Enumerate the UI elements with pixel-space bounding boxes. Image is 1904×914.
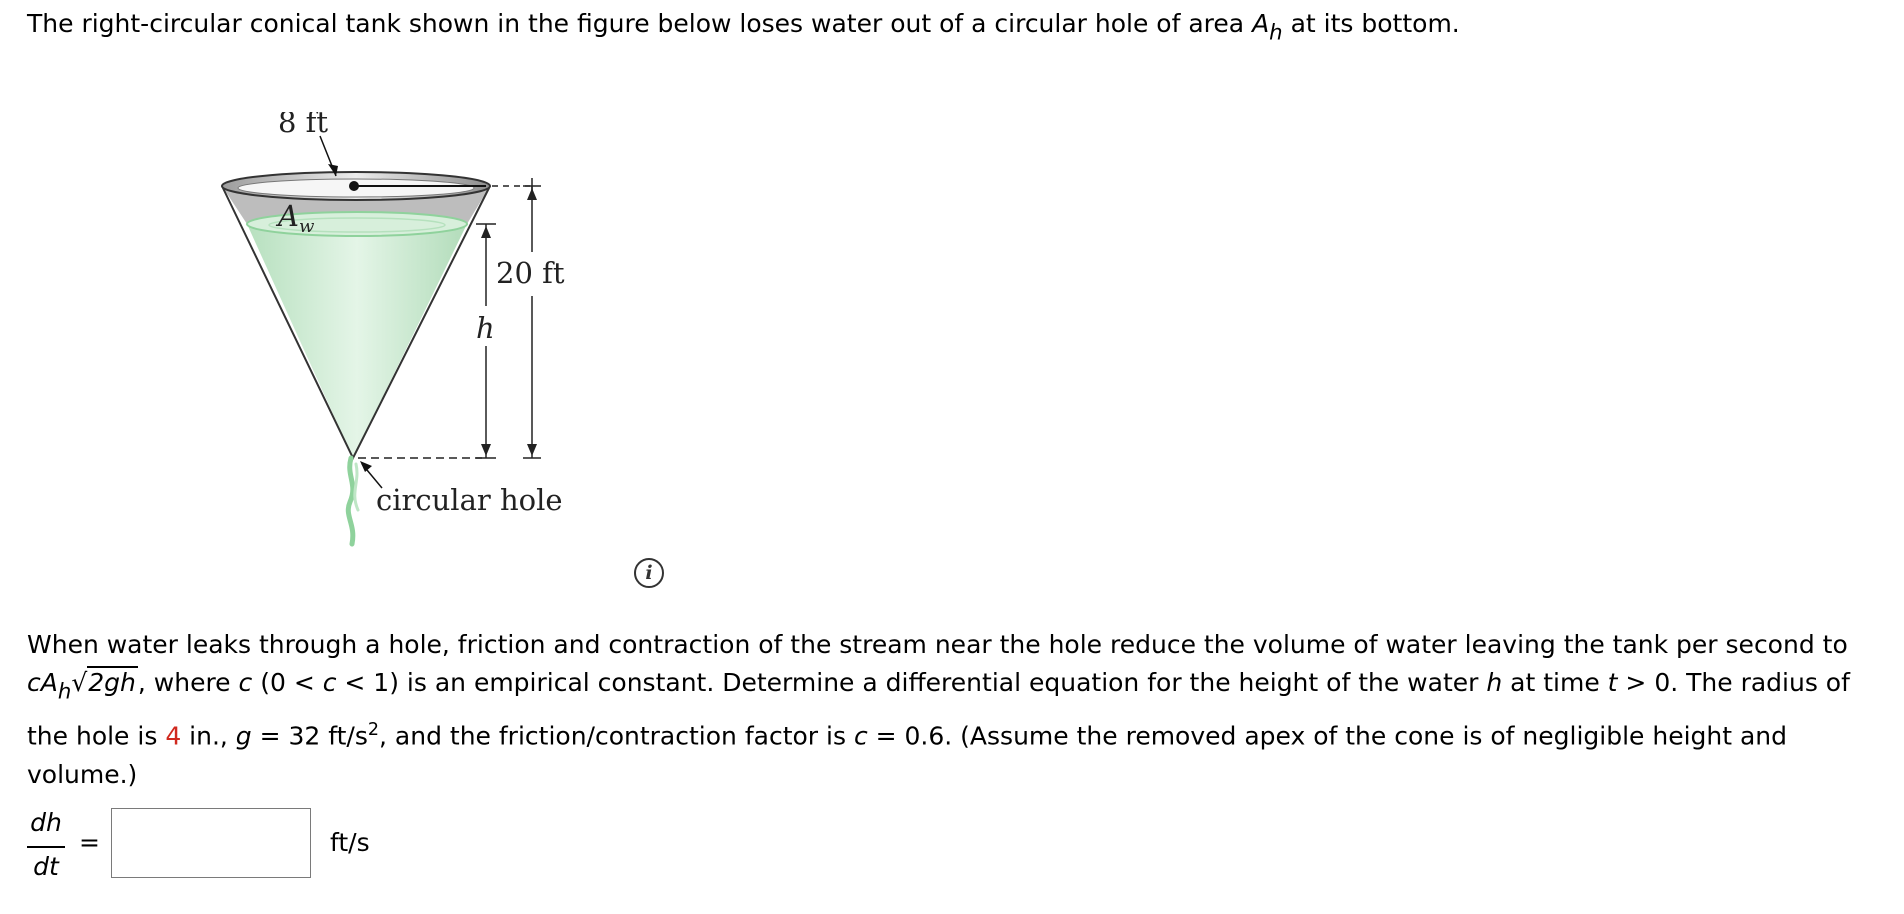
hole-label: circular hole xyxy=(376,483,563,517)
water-body xyxy=(247,224,467,458)
sqrt-expression: √2gh xyxy=(71,668,136,697)
var-h-sub: h xyxy=(1269,20,1283,46)
equals-sign: = xyxy=(79,828,100,857)
problem-text: When water leaks through a hole, friction and contraction of the stream near the hole reduce the volume of water leaving the tank per second to $cA_h√2gh$, where c (0 < c < 1) is an empirical constant. Determine a differential equation for the height of the water h at time t > 0. The radius of the hole is 4 in., g = 32 $ft/s^2$, and the friction/contraction factor is c = 0.6. (Assume the removed apex of the cone is of negligible height and volume.) xyxy=(27,630,1850,790)
tank-diagram xyxy=(210,112,580,552)
water-area-label: $A_w$ xyxy=(278,199,315,237)
fraction-denominator: dt xyxy=(33,852,59,881)
leak-stream xyxy=(348,458,353,544)
intro-text xyxy=(27,5,1887,52)
fraction-numerator: dh xyxy=(30,808,62,837)
answer-input[interactable] xyxy=(111,808,311,878)
answer-unit: ft/s xyxy=(330,828,370,857)
info-icon[interactable]: i xyxy=(634,558,664,588)
conical-tank-figure xyxy=(210,112,580,552)
sqrt-sign: √ xyxy=(71,668,88,697)
intro-before: The right-circular conical tank shown in the figure below loses water out of a circular hole of area xyxy=(27,9,1253,38)
height-label: 20 ft xyxy=(496,256,565,290)
intro-after: at its bottom. xyxy=(1282,9,1460,38)
var-a: A xyxy=(1252,9,1270,38)
radius-label: 8 ft xyxy=(278,112,329,139)
h-label: h xyxy=(476,311,495,345)
hole-radius-value: 4 xyxy=(165,722,182,752)
fraction-bar xyxy=(27,846,65,848)
